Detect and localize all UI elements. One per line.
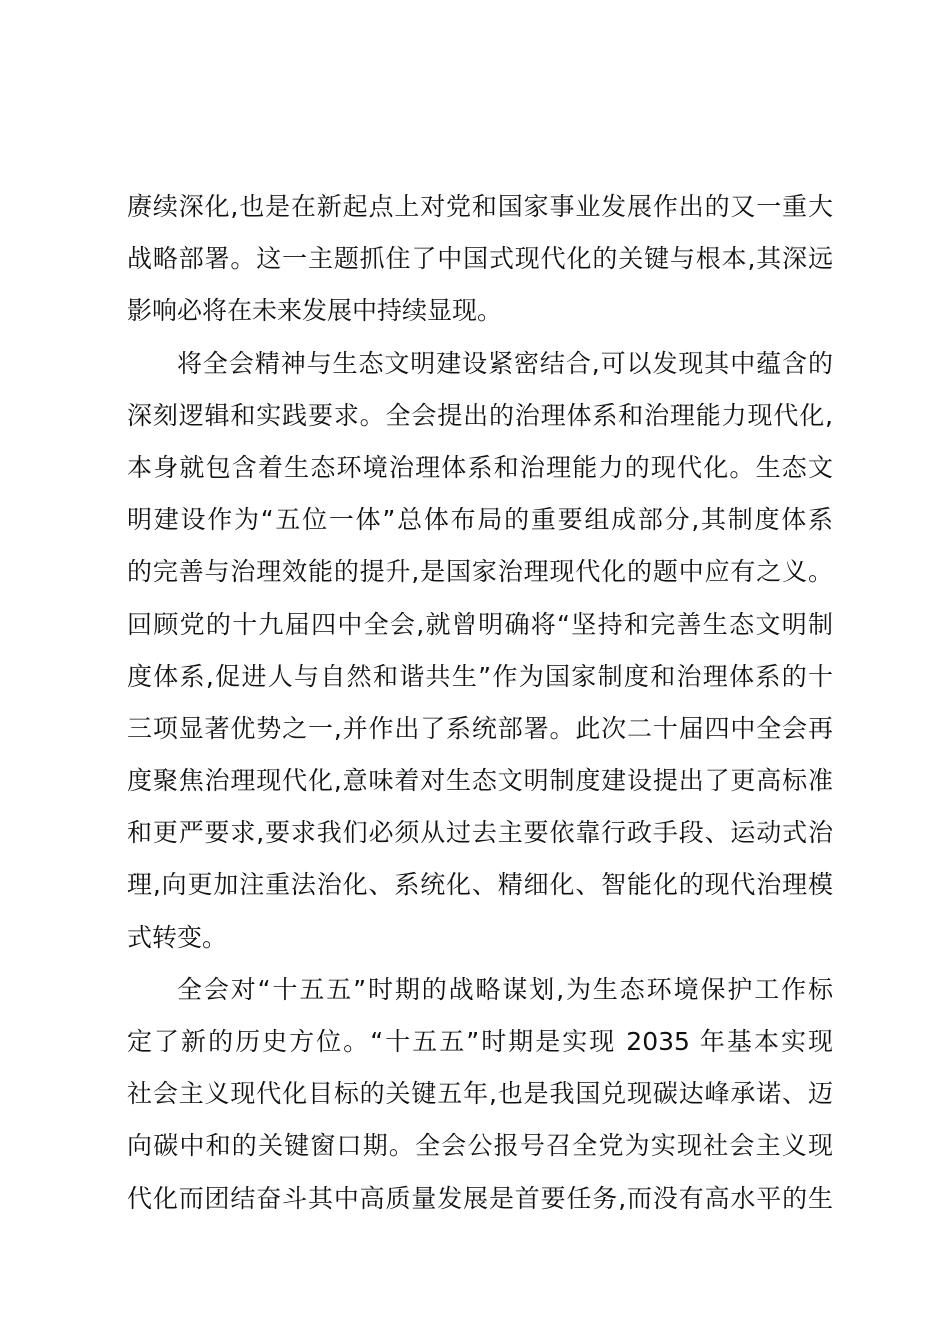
paragraph-3: [127, 964, 833, 1225]
text-line: 和更严要求,要求我们必须从过去主要依靠行政手段、运动式治: [127, 818, 833, 848]
text-line: 本身就包含着生态环境治理体系和治理能力的现代化。生态文: [127, 452, 833, 482]
text-line: 明建设作为“五位一体”总体布局的重要组成部分,其制度体系: [127, 505, 833, 535]
text-line: 赓续深化,也是在新起点上对党和国家事业发展作出的又一重大: [127, 192, 833, 221]
document-body: [127, 181, 833, 1225]
text-line: 深刻逻辑和实践要求。全会提出的治理体系和治理能力现代化,: [127, 400, 833, 430]
text-line: 度聚焦治理现代化,意味着对生态文明制度建设提出了更高标准: [127, 766, 833, 796]
text-line: 度体系,促进人与自然和谐共生”作为国家制度和治理体系的十: [127, 661, 833, 691]
paragraph-2: [127, 338, 833, 964]
text-line: 将全会精神与生态文明建设紧密结合,可以发现其中蕴含的: [177, 348, 833, 378]
text-line: 的完善与治理效能的提升,是国家治理现代化的题中应有之义。: [127, 557, 833, 587]
text-line: 代化而团结奋斗其中高质量发展是首要任务,而没有高水平的生: [127, 1183, 833, 1213]
text-line: 社会主义现代化目标的关键五年,也是我国兑现碳达峰承诺、迈: [127, 1079, 833, 1109]
text-line: 回顾党的十九届四中全会,就曾明确将“坚持和完善生态文明制: [127, 609, 833, 639]
text-line: 全会对“十五五”时期的战略谋划,为生态环境保护工作标: [177, 974, 833, 1004]
text-line: 理,向更加注重法治化、系统化、精细化、智能化的现代治理模: [127, 870, 833, 900]
text-line: 定了新的历史方位。“十五五”时期是实现 2035 年基本实现: [127, 1027, 833, 1056]
text-line: 战略部署。这一主题抓住了中国式现代化的关键与根本,其深远: [127, 244, 833, 274]
paragraph-1: [127, 181, 833, 338]
text-line: 影响必将在未来发展中持续显现。: [127, 296, 503, 326]
text-line: 式转变。: [127, 922, 228, 952]
text-line: 向碳中和的关键窗口期。全会公报号召全党为实现社会主义现: [127, 1131, 833, 1161]
text-line: 三项显著优势之一,并作出了系统部署。此次二十届四中全会再: [127, 713, 833, 743]
